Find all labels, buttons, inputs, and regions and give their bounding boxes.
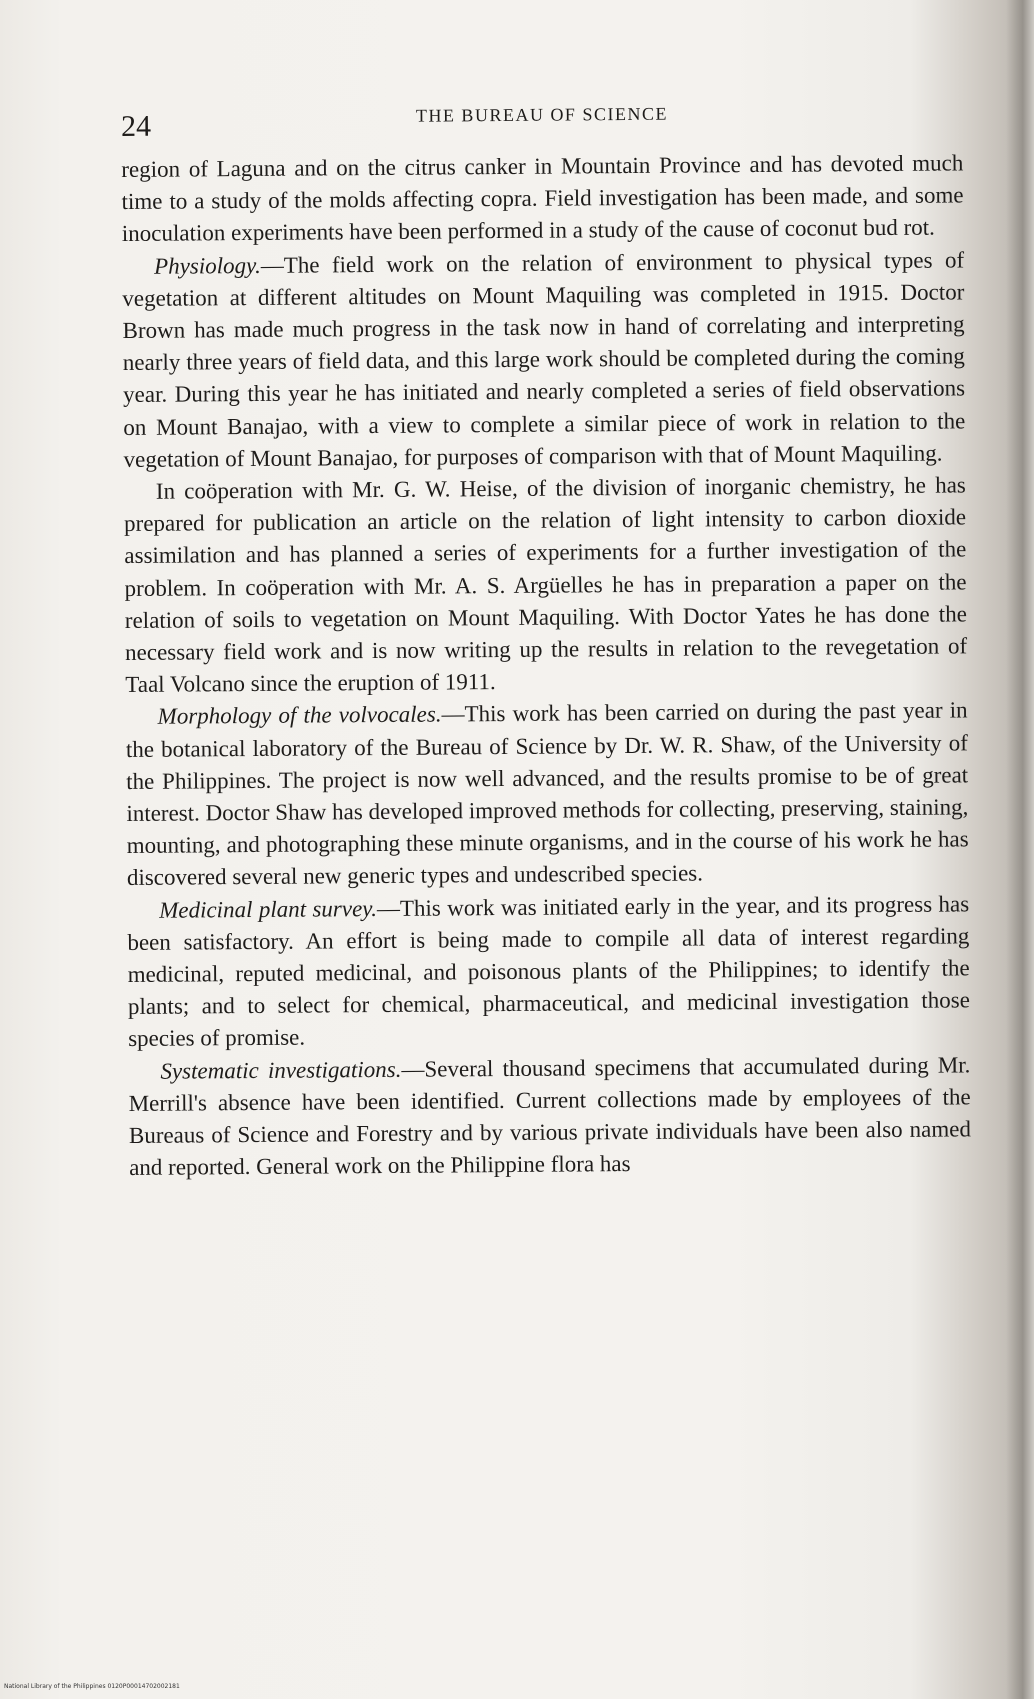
paragraph-text: region of Laguna and on the citrus canker in Mountain Province and has devoted much time to a study of the molds affecting copra. Field investigation has been made, and some inoculation experiments have been performed in a study of the cause of coconut bud rot. — [121, 150, 964, 247]
paragraph-text: —Several thousand specimens that accumulated during Mr. Merrill's absence have been identified. Current collections made by employees of the Bureaus of Science and Forestry and by various private individuals have been also named and reported. General work on the Philippine flora has — [128, 1052, 971, 1181]
paragraph-morphology — [126, 695, 969, 895]
paragraph-medicinal — [127, 888, 970, 1056]
running-head: THE BUREAU OF SCIENCE — [415, 103, 668, 126]
paragraph-text: —The field work on the relation of environment to physical types of vegetation at different altitudes on Mount Maquiling was completed in 1915. Doctor Brown has made much progress in the task now in hand of correlating and interpreting nearly three years of field data, and this large work should be completed during the coming year. During this year he has initiated and nearly completed a series of field observations on Mount Banajao, with a view to complete a similar piece of work in relation to the vegetation of Mount Banajao, for purposes of comparison with that of Mount Maquiling. — [122, 246, 966, 472]
paragraph-text: In coöperation with Mr. G. W. Heise, of the division of inorganic chemistry, he has prepared for publication an article on the relation of light intensity to carbon dioxide assimilation and has planned a series of experiments for a further investigation of the problem. In coöperation with Mr. A. S. Argüelles he has in preparation a paper on the relation of soils to vegetation on Mount Maquiling. With Doctor Yates he has done the necessary field work and is now writing up the results in relation to the revegetation of Taal Volcano since the eruption of 1911. — [124, 472, 968, 698]
page-gutter-shadow — [1006, 0, 1034, 1699]
page-header — [120, 93, 963, 143]
paragraph-continued — [121, 147, 964, 250]
page-number: 24 — [120, 109, 152, 143]
paragraph-heading: Morphology of the volvocales. — [157, 701, 442, 730]
text-block — [120, 0, 975, 1699]
paragraph-cooperation — [124, 469, 968, 701]
paragraph-systematic — [128, 1049, 971, 1184]
body-text — [121, 147, 971, 1184]
paragraph-heading: Physiology. — [153, 252, 261, 279]
paragraph-text: —This work has been carried on during the past year in the botanical laboratory of the Bureau of Science by Dr. W. R. Shaw, of the University of the Philippines. The project is now well advanced, and the results promise to be of great interest. Doctor Shaw has developed improved methods for collecting, preserving, staining, mounting, and photographing these minute organisms, and in the course of his work he has discovered several new generic types and undescribed species. — [125, 697, 969, 891]
paragraph-heading: Medicinal plant survey. — [159, 895, 378, 923]
paragraph-text: —This work was initiated early in the year, and its progress has been satisfactory. An effort is being made to compile all data of interest regarding medicinal, reputed medicinal, and poisonous plants of the Philippines; to identify the plants; and to select for chemical, pharmaceutical, and medicinal investigation those species of promise. — [127, 891, 970, 1052]
paragraph-physiology — [122, 244, 966, 476]
scan-credit: National Library of the Philippines 0120P00014702002181 — [4, 1683, 180, 1690]
paragraph-heading: Systematic investigations. — [160, 1056, 402, 1084]
